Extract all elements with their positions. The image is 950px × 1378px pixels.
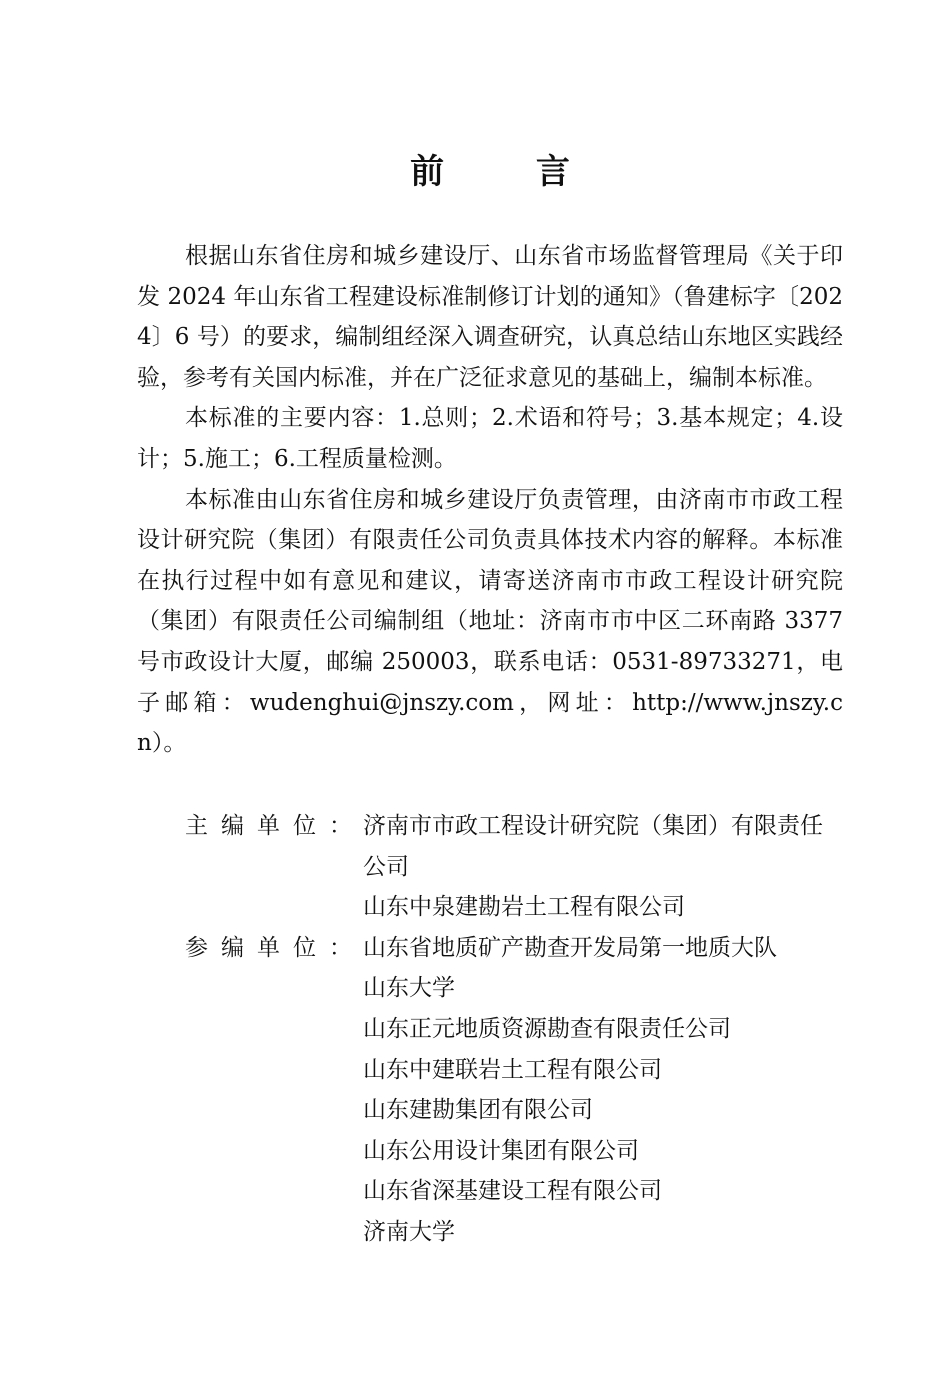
participating-editors-label: 参编单位： bbox=[185, 934, 365, 961]
chief-editor-unit: 山东中泉建勘岩土工程有限公司 bbox=[363, 894, 685, 921]
chief-editor-unit: 济南市市政工程设计研究院（集团）有限责任公司 bbox=[363, 813, 823, 880]
paragraph-contents: 本标准的主要内容：1.总则；2.术语和符号；3.基本规定；4.设计；5.施工；6.工程质量检测。 bbox=[137, 405, 843, 472]
chief-editor-label: 主编单位： bbox=[185, 813, 365, 839]
participating-editor-unit: 山东省深基建设工程有限公司 bbox=[363, 1178, 662, 1205]
credits-section bbox=[185, 806, 843, 1253]
participating-editor-unit: 济南大学 bbox=[363, 1218, 455, 1245]
participating-editor-unit: 山东大学 bbox=[363, 975, 455, 1002]
chief-editor-units bbox=[363, 806, 843, 928]
participating-editors-units bbox=[363, 928, 843, 1253]
page-title: 前 言 bbox=[410, 152, 610, 192]
paragraph-management: 本标准由山东省住房和城乡建设厅负责管理，由济南市市政工程设计研究院（集团）有限责任公司负责具体技术内容的解释。本标准在执行过程中如有意见和建议，请寄送济南市市政工程设计研究院（集团）有限责任公司编制组（地址：济南市市中区二环南路 3377 号市政设计大厦，邮编 250003，联系电话：0531-89733271，电子邮箱：wudenghui@jnszy.com，网址：http://www.jnszy.cn）。 bbox=[137, 486, 843, 757]
chief-editor-group bbox=[185, 806, 843, 928]
participating-editor-unit: 山东建勘集团有限公司 bbox=[363, 1097, 593, 1124]
paragraph-basis: 根据山东省住房和城乡建设厅、山东省市场监督管理局《关于印发 2024 年山东省工程建设标准制修订计划的通知》（鲁建标字〔2024〕6 号）的要求，编制组经深入调查研究，认真总结山东地区实践经验，参考有关国内标准，并在广泛征求意见的基础上，编制本标准。 bbox=[137, 243, 843, 391]
participating-editor-unit: 山东省地质矿产勘查开发局第一地质大队 bbox=[363, 934, 777, 961]
participating-editor-unit: 山东公用设计集团有限公司 bbox=[363, 1137, 639, 1164]
participating-editor-unit: 山东中建联岩土工程有限公司 bbox=[363, 1056, 662, 1083]
participating-editor-unit: 山东正元地质资源勘查有限责任公司 bbox=[363, 1015, 731, 1042]
participating-editors-group bbox=[185, 928, 843, 1253]
document-body bbox=[137, 236, 843, 764]
